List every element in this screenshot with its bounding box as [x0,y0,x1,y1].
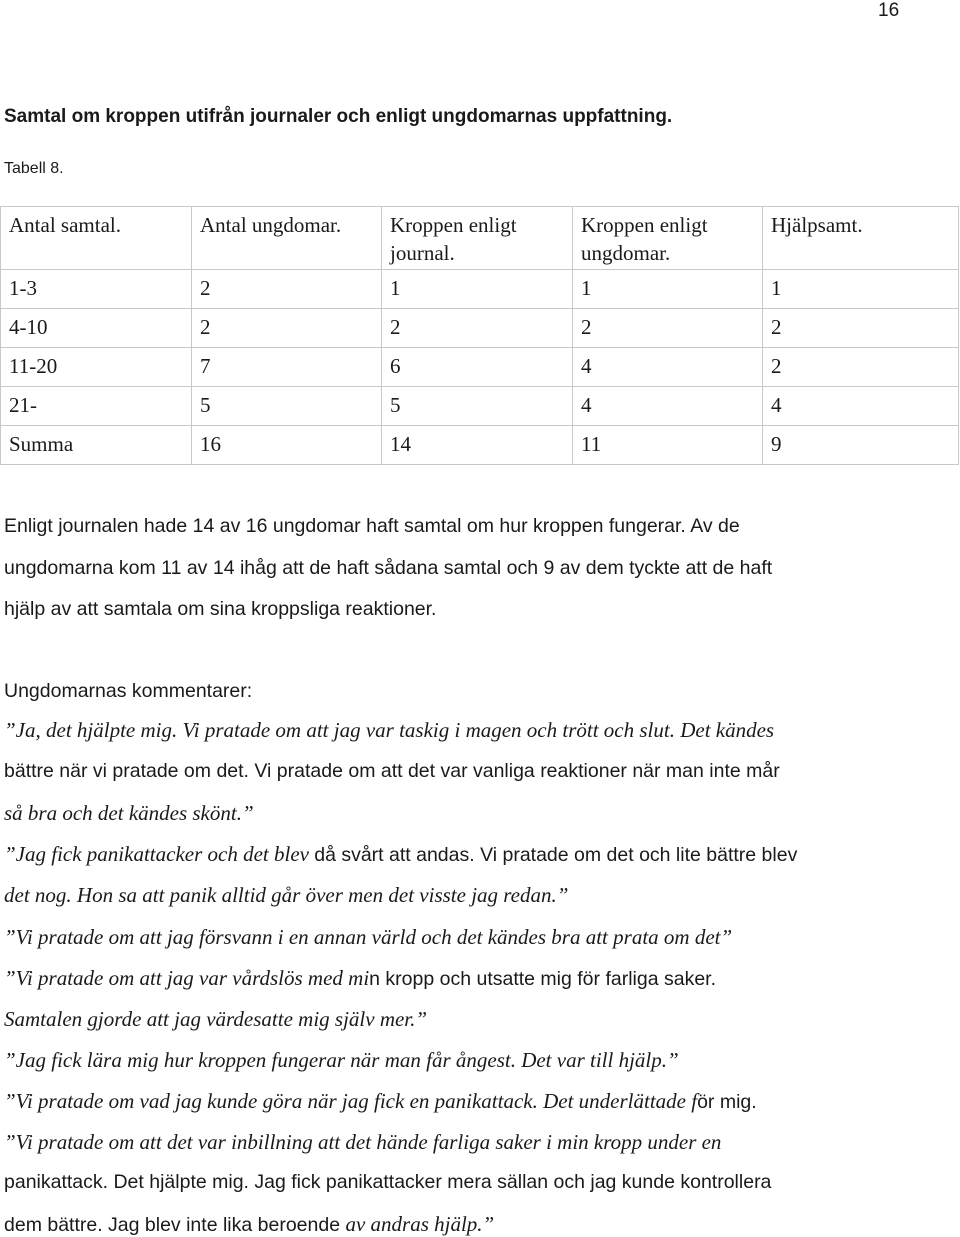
table-cell: 6 [382,348,573,387]
summary-line: ungdomarna kom 11 av 14 ihåg att de haft sådana samtal och 9 av dem tyckte att de haft [4,557,773,579]
page-number: 16 [878,0,900,21]
header-cell: Hjälpsamt. [763,207,959,270]
table-row [1,309,959,348]
table-row [1,348,959,387]
comment-line [4,842,797,867]
comment-segment: panikattack. Det hjälpte mig. Jag fick panikattacker mera sällan och jag kunde kontrollera [4,1171,772,1193]
table-cell: 4-10 [1,309,192,348]
comment-segment: ”Vi pratade om vad jag kunde göra när jag fick en panikattack. Det underlättade f [4,1089,698,1113]
comment-segment: av andras hjälp.” [345,1212,495,1236]
table-cell: 7 [192,348,382,387]
data-table [0,206,959,465]
comment-line [4,883,568,908]
table-cell: 4 [573,348,763,387]
table-cell: 2 [573,309,763,348]
comment-segment: n kropp och utsatte mig för farliga saker. [369,968,716,990]
table-cell: 11-20 [1,348,192,387]
header-cell: Kroppen enligt ungdomar. [573,207,763,270]
table-cell: 1 [382,270,573,309]
comment-line [4,760,780,783]
section-heading: Samtal om kroppen utifrån journaler och enligt ungdomarnas uppfattning. [4,106,673,127]
comment-segment: Samtalen gjorde att jag värdesatte mig själv mer.” [4,1007,428,1031]
table-label: Tabell 8. [4,160,64,177]
table-cell: 2 [763,309,959,348]
comment-line [4,1130,721,1155]
table-cell: 9 [763,426,959,465]
comment-line [4,1089,757,1114]
comments-label: Ungdomarnas kommentarer: [4,680,253,702]
comment-segment: ”Ja, det hjälpte mig. Vi pratade om att jag var taskig i magen och trött och slut. Det kändes [4,718,775,742]
header-cell: Kroppen enligt journal. [382,207,573,270]
comment-segment: ”Jag fick panikattacker och det blev [4,842,315,866]
comment-line [4,1212,494,1237]
header-cell: Antal samtal. [1,207,192,270]
table-cell: 14 [382,426,573,465]
comment-line [4,1048,679,1073]
table-cell: 21- [1,387,192,426]
table-row [1,426,959,465]
comment-segment: ”Vi pratade om att jag försvann i en annan värld och det kändes bra att prata om det” [4,925,733,949]
table-cell: 1-3 [1,270,192,309]
table-cell: 5 [192,387,382,426]
comment-segment: ”Vi pratade om att det var inbillning att det hände farliga saker i min kropp under en [4,1130,722,1154]
comment-segment: det nog. Hon sa att panik alltid går över men det visste jag redan.” [4,883,569,907]
comment-line [4,801,254,826]
summary-line: hjälp av att samtala om sina kroppsliga reaktioner. [4,598,437,620]
table-cell: 2 [382,309,573,348]
comment-line [4,718,774,743]
comment-segment: ”Vi pratade om att jag var vårdslös med mi [4,966,370,990]
table-cell: 2 [192,309,382,348]
comment-line [4,966,716,991]
table-row [1,387,959,426]
table-cell: 4 [573,387,763,426]
table-cell: 2 [763,348,959,387]
table-header-row [1,207,959,270]
comment-line [4,1007,427,1032]
comment-line [4,1171,771,1194]
table-cell: 16 [192,426,382,465]
table-cell: 1 [573,270,763,309]
table-cell: 2 [192,270,382,309]
comment-segment: ör mig. [697,1091,757,1113]
comment-segment: så bra och det kändes skönt.” [4,801,254,825]
comment-segment: då svårt att andas. Vi pratade om det och lite bättre blev [314,844,798,866]
comment-segment: dem bättre. Jag blev inte lika beroende [4,1214,346,1236]
table-cell: 4 [763,387,959,426]
table-cell: 11 [573,426,763,465]
comment-line [4,925,732,950]
comment-segment: ”Jag fick lära mig hur kroppen fungerar när man får ångest. Det var till hjälp.” [4,1048,679,1072]
table-row [1,270,959,309]
summary-line: Enligt journalen hade 14 av 16 ungdomar haft samtal om hur kroppen fungerar. Av de [4,515,740,537]
comment-segment: bättre när vi pratade om det. Vi pratade om att det var vanliga reaktioner när man inte mår [4,760,780,782]
table-cell: Summa [1,426,192,465]
table-cell: 1 [763,270,959,309]
header-cell: Antal ungdomar. [192,207,382,270]
table-cell: 5 [382,387,573,426]
